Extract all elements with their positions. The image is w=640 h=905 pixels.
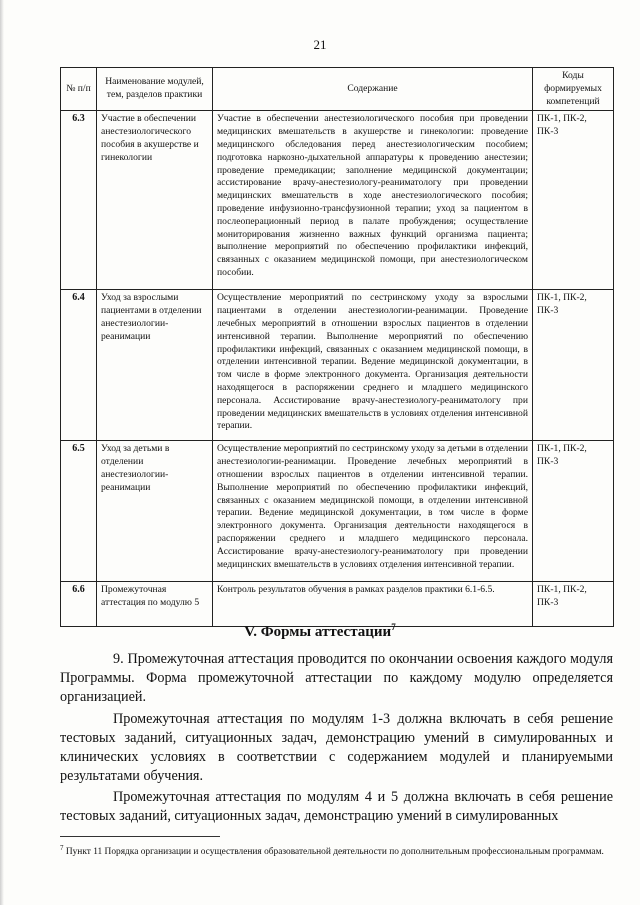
table-row <box>61 290 614 441</box>
table-header-row <box>61 68 614 111</box>
footnote <box>60 842 613 859</box>
header-content: Содержание <box>213 68 533 111</box>
header-name: Наименование модулей, тем, разделов практики <box>97 68 213 111</box>
footnote-divider <box>60 836 220 837</box>
row-content: Контроль результатов обучения в рамках разделов практики 6.1-6.5. <box>213 582 533 627</box>
row-name: Уход за взрослыми пациентами в отделении анестезиологии-реанимации <box>97 290 213 441</box>
row-num: 6.6 <box>61 582 97 627</box>
header-codes: Коды формируемых компетенций <box>533 68 614 111</box>
row-codes: ПК-1, ПК-2, ПК-3 <box>533 111 614 290</box>
row-codes: ПК-1, ПК-2, ПК-3 <box>533 441 614 582</box>
footnote-ref: 7 <box>391 622 396 632</box>
row-codes: ПК-1, ПК-2, ПК-3 <box>533 582 614 627</box>
page-edge-shadow <box>0 0 4 905</box>
table-row <box>61 111 614 290</box>
footnote-text: Пункт 11 Порядка организации и осуществления образовательной деятельности по дополнительным профессиональным программам. <box>65 847 604 858</box>
row-num: 6.4 <box>61 290 97 441</box>
row-name: Промежуточная аттестация по модулю 5 <box>97 582 213 627</box>
curriculum-table <box>60 67 614 627</box>
row-name: Участие в обеспечении анестезиологического пособия в акушерстве и гинекологии <box>97 111 213 290</box>
footnote-mark: 7 <box>60 844 64 852</box>
table-row <box>61 582 614 627</box>
row-content: Осуществление мероприятий по сестринскому уходу за взрослыми пациентами в отделении анестезиологии-реанимации. Проведение лечебных мероприятий в отношении взрослых пациентов в отделении интенсивной терапии. Выполнение мероприятий по обеспечению профилактики инфекций, связанных с оказанием медицинской помощи, в отделении интенсивной терапии. Ведение медицинской документации, в том числе в форме электронного документа. Организация деятельности находящегося в распоряжении среднего и младшего медицинского персонала. Ассистирование врачу-анестезиологу-реаниматологу при проведении медицинских вмешательств в условиях отделения интенсивной терапии. <box>213 290 533 441</box>
row-content: Осуществление мероприятий по сестринскому уходу за детьми в отделении анестезиологии-реанимации. Проведение лечебных мероприятий в отношении взрослых пациентов в отделении интенсивной терапии. Выполнение мероприятий по обеспечению профилактики инфекций, связанных с оказанием медицинской помощи, в отделении интенсивной терапии. Ведение медицинской документации, в том числе в форме электронного документа. Организация деятельности находящегося в распоряжении среднего и младшего медицинского персонала. Ассистирование врачу-анестезиологу-реаниматологу при проведении медицинских вмешательств в условиях отделения интенсивной терапии. <box>213 441 533 582</box>
row-num: 6.3 <box>61 111 97 290</box>
table-row <box>61 441 614 582</box>
page-number: 21 <box>313 37 327 52</box>
section-title-text: V. Формы аттестации <box>244 624 392 640</box>
paragraph: Промежуточная аттестация по модулям 1-3 должна включать в себя решение тестовых заданий, ситуационных задач, демонстрацию умений в симулированных и клинических условиях в соответствии с содержанием модулей и планируемыми результатами обучения. <box>60 711 613 784</box>
header-num: № п/п <box>61 68 97 111</box>
row-name: Уход за детьми в отделении анестезиологии-реанимации <box>97 441 213 582</box>
section-title <box>0 622 640 641</box>
row-num: 6.5 <box>61 441 97 582</box>
row-content: Участие в обеспечении анестезиологического пособия при проведении медицинских вмешательств в акушерстве и гинекологии: проведение медицинского обследования перед анестезиологическим пособием; подготовка наркозно-дыхательной аппаратуры к проведению анестезии; проведение премедикации; заполнение медицинской документации; ассистирование врачу-анестезиологу-реаниматологу при проведении медицинских вмешательств в ходе анестезиологического пособия; проведение инфузионно-трансфузионной терапии; уход за пациентом в послеоперационный период в палате пробуждения; осуществление мониторирования жизненно важных функций организма пациента; выполнение мероприятий по обеспечению профилактики инфекций, связанных с оказанием медицинской помощи, при анестезиологическом пособии. <box>213 111 533 290</box>
paragraph: 9. Промежуточная аттестация проводится по окончании освоения каждого модуля Программы. Форма промежуточной аттестации по каждому модулю определяется организацией. <box>60 651 613 705</box>
row-codes: ПК-1, ПК-2, ПК-3 <box>533 290 614 441</box>
paragraph: Промежуточная аттестация по модулям 4 и 5 должна включать в себя решение тестовых заданий, ситуационных задач, демонстрацию умений в симулированных <box>60 789 613 824</box>
